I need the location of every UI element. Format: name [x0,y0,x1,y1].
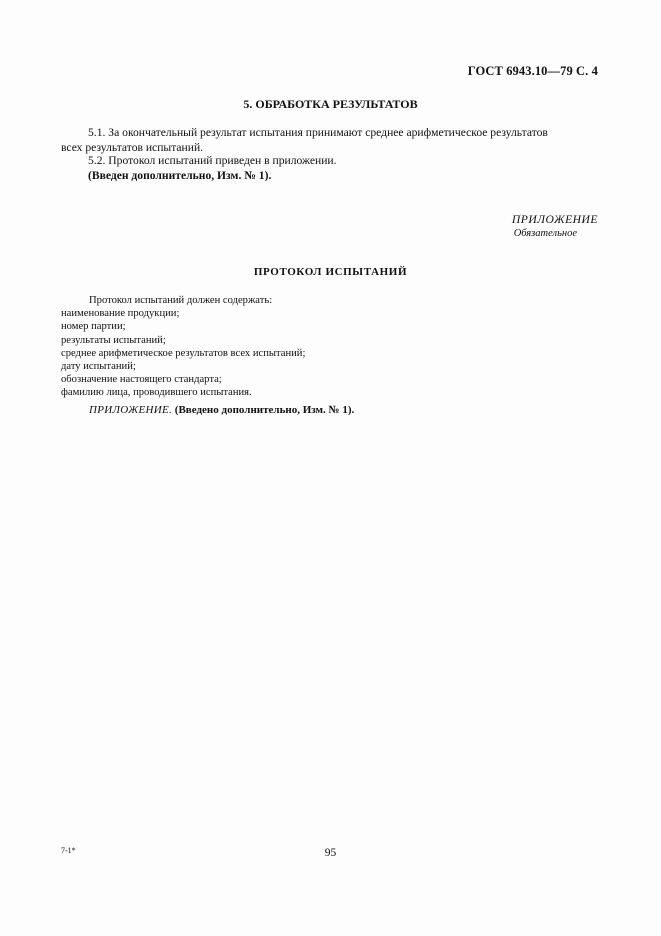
list-item: наименование продукции; [61,308,180,320]
document-header-code: ГОСТ 6943.10—79 С. 4 [467,64,598,78]
list-item: среднее арифметическое результатов всех испытаний; [61,347,306,359]
list-item: фамилию лица, проводившего испытания. [61,387,252,399]
list-item: результаты испытаний; [61,334,166,346]
paragraph-5-1-line-1: 5.1. За окончательный результат испытания принимают среднее арифметическое результатов [88,126,548,139]
section-title: 5. ОБРАБОТКА РЕЗУЛЬТАТОВ [243,97,418,111]
protocol-intro: Протокол испытаний должен содержать: [89,295,273,306]
footer-signature-mark: 7-1* [61,846,76,855]
paragraph-5-2-text: 5.2. Протокол испытаний приведен в приложении. [88,154,337,167]
page-number: 95 [324,847,337,859]
section-paragraph-5-1 [61,125,601,155]
list-item: номер партии; [61,321,126,333]
appendix-note-text: (Введено дополнительно, Изм. № 1). [174,404,355,416]
appendix-amendment-note [89,404,354,416]
list-item: дату испытаний; [61,361,136,373]
section-paragraph-5-2 [61,153,601,183]
protocol-content-list [61,294,601,400]
appendix-note-label: ПРИЛОЖЕНИЕ. [89,404,173,416]
protocol-title: ПРОТОКОЛ ИСПЫТАНИЙ [253,266,408,278]
list-item: обозначение настоящего стандарта; [61,374,222,386]
appendix-status: Обязательное [513,228,577,239]
paragraph-5-1-line-2: всех результатов испытаний. [61,141,204,154]
section-amendment-note: (Введен дополнительно, Изм. № 1). [88,169,272,182]
appendix-label: ПРИЛОЖЕНИЕ [511,213,598,226]
